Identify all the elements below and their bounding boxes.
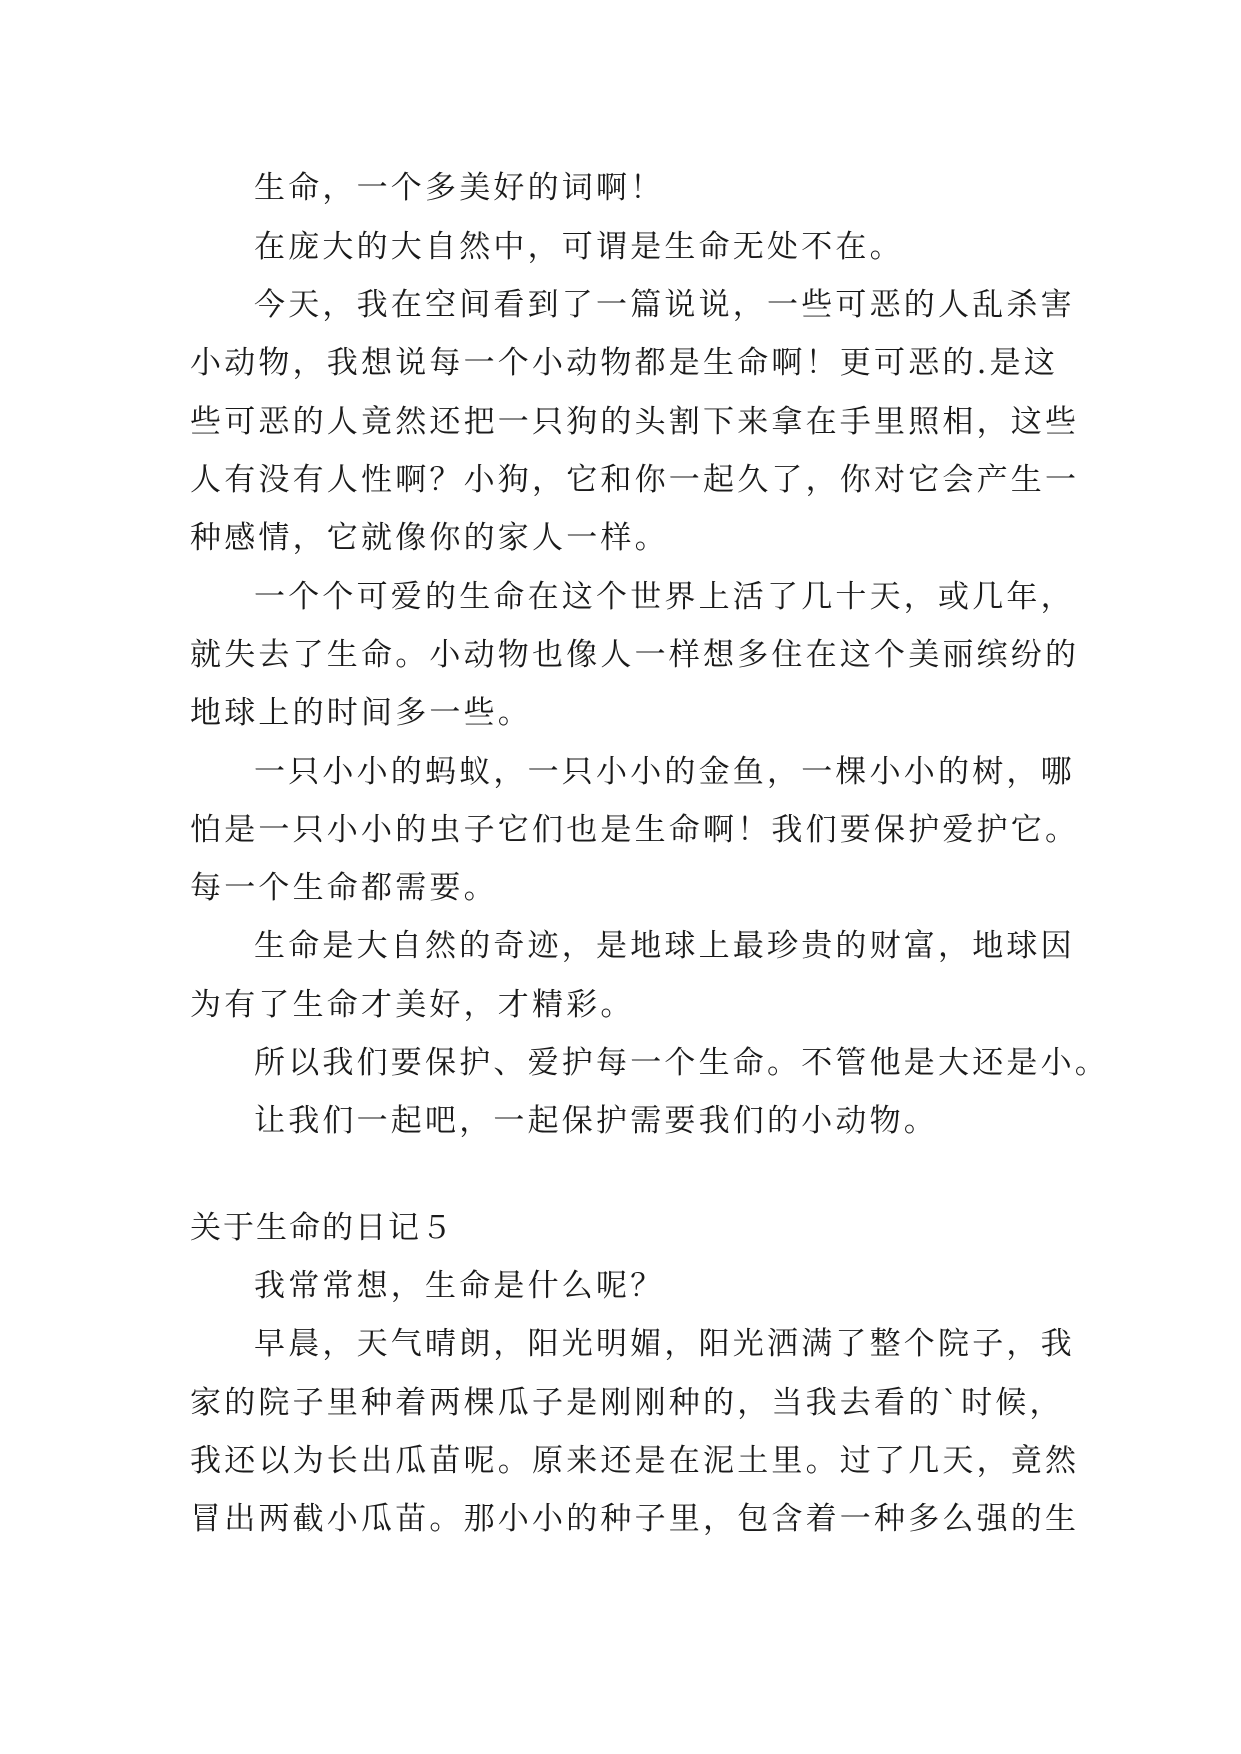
- text-line: 早晨，天气晴朗，阳光明媚，阳光洒满了整个院子，我: [254, 1326, 1075, 1362]
- text-line: 人有没有人性啊？小狗，它和你一起久了，你对它会产生一: [190, 462, 1080, 498]
- text-line: 让我们一起吧，一起保护需要我们的小动物。: [254, 1103, 938, 1139]
- text-line: 今天，我在空间看到了一篇说说，一些可恶的人乱杀害: [254, 287, 1075, 323]
- text-line: 生命，一个多美好的词啊！: [254, 170, 665, 206]
- text-line: 我常常想，生命是什么呢？: [254, 1268, 665, 1304]
- text-line: 一只小小的蚂蚁，一只小小的金鱼，一棵小小的树，哪: [254, 754, 1075, 790]
- text-line: 所以我们要保护、爱护每一个生命。不管他是大还是小。: [254, 1045, 1109, 1081]
- text-line: 每一个生命都需要。: [190, 870, 498, 906]
- text-line: 怕是一只小小的虫子它们也是生命啊！我们要保护爱护它。: [190, 812, 1080, 848]
- text-line: 就失去了生命。小动物也像人一样想多住在这个美丽缤纷的: [190, 637, 1080, 673]
- text-line: 家的院子里种着两棵瓜子是刚刚种的，当我去看的`时候，: [190, 1385, 1064, 1421]
- text-line: 种感情，它就像你的家人一样。: [190, 520, 669, 556]
- text-line: 地球上的时间多一些。: [190, 695, 532, 731]
- text-line: 我还以为长出瓜苗呢。原来还是在泥土里。过了几天，竟然: [190, 1443, 1080, 1479]
- text-line: 为有了生命才美好，才精彩。: [190, 987, 635, 1023]
- text-line: 一个个可爱的生命在这个世界上活了几十天，或几年，: [254, 579, 1075, 615]
- text-line: 些可恶的人竟然还把一只狗的头割下来拿在手里照相，这些: [190, 404, 1080, 440]
- text-line: 在庞大的大自然中，可谓是生命无处不在。: [254, 229, 904, 265]
- section-heading: 关于生命的日记５: [190, 1210, 454, 1246]
- text-line: 小动物，我想说每一个小动物都是生命啊！更可恶的.是这: [190, 345, 1059, 381]
- text-line: 生命是大自然的奇迹，是地球上最珍贵的财富，地球因: [254, 928, 1075, 964]
- text-line: 冒出两截小瓜苗。那小小的种子里，包含着一种多么强的生: [190, 1501, 1080, 1537]
